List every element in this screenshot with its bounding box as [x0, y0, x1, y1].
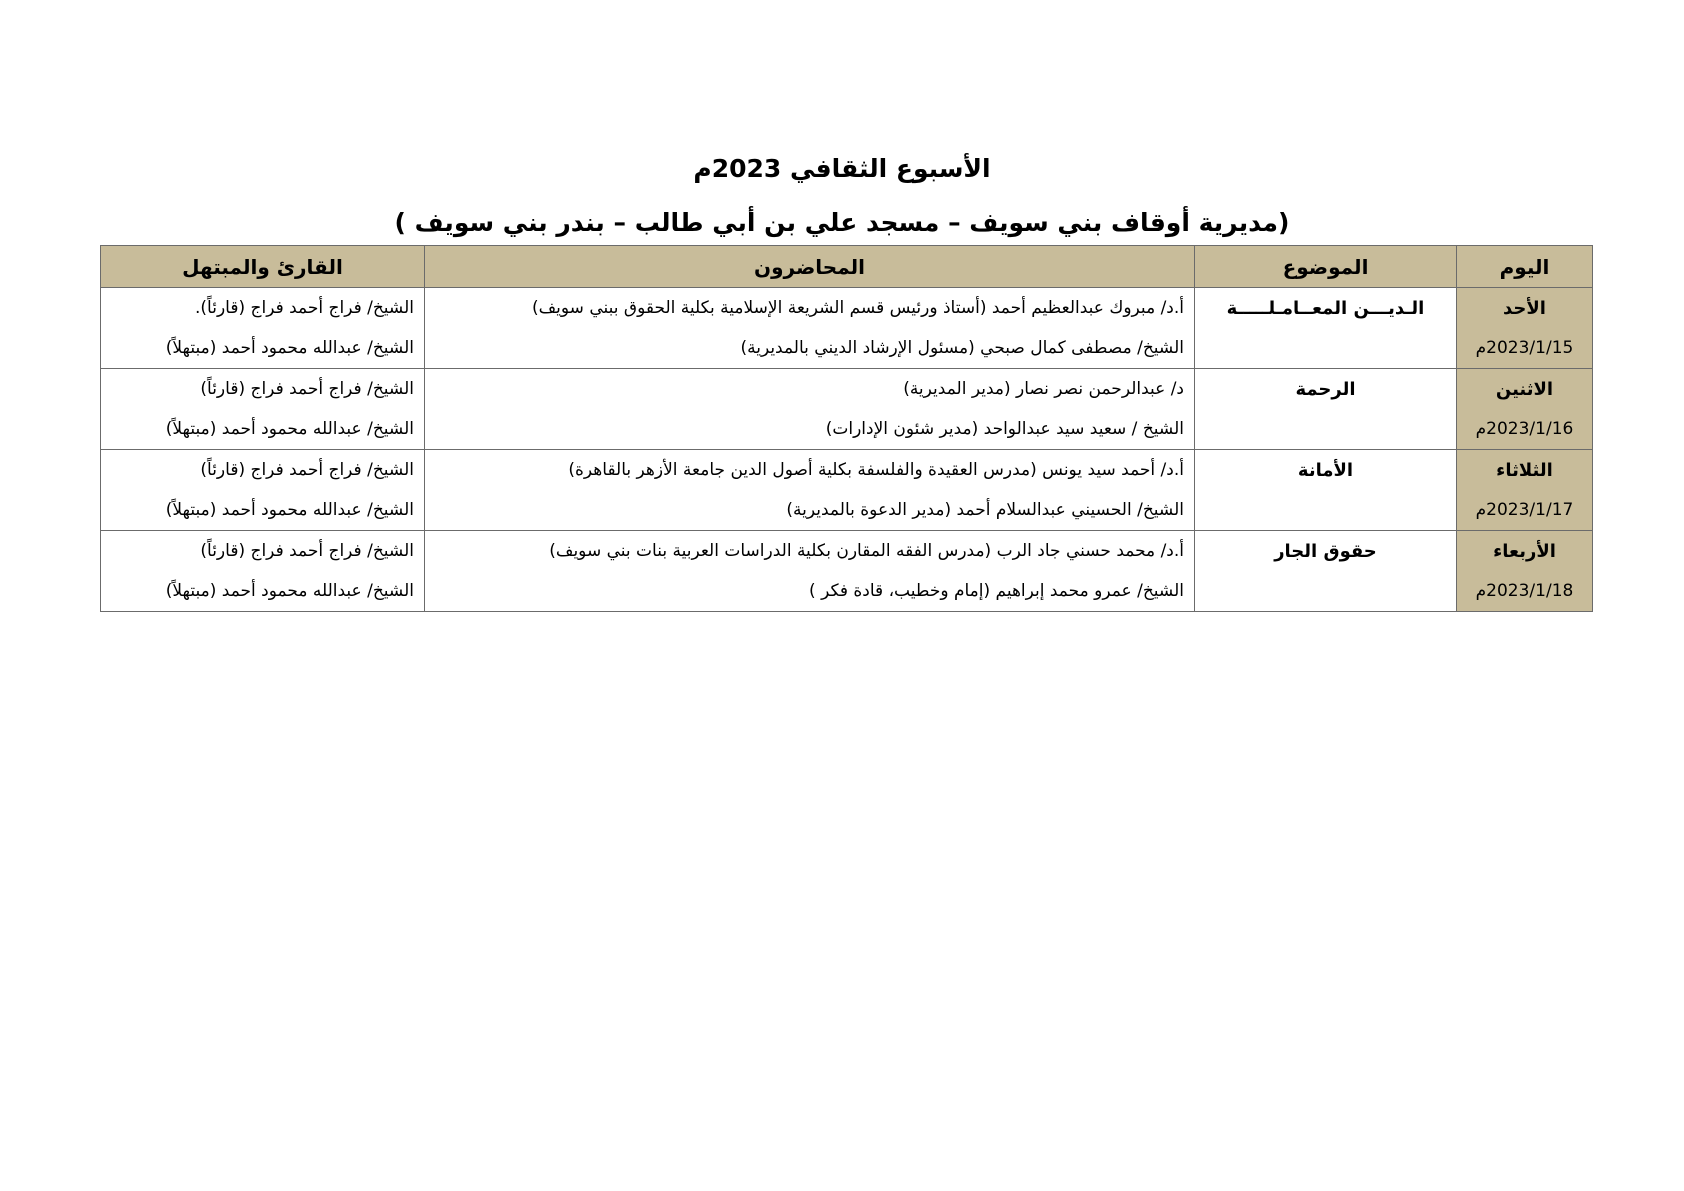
table-row: [101, 409, 1593, 450]
topic-cell: الـديـــن المعــامـلـــــة: [1195, 288, 1457, 329]
topic-cell-empty: [1195, 571, 1457, 612]
table-row: [101, 288, 1593, 329]
reader-cell: الشيخ/ فراج أحمد فراج (قارئاً): [101, 531, 425, 572]
lecturer-cell: الشيخ/ الحسيني عبدالسلام أحمد (مدير الدعوة بالمديرية): [425, 490, 1195, 531]
reader-cell: الشيخ/ فراج أحمد فراج (قارئاً): [101, 369, 425, 410]
table-header-row: [101, 246, 1593, 288]
reader-cell: الشيخ/ عبدالله محمود أحمد (مبتهلاً): [101, 571, 425, 612]
header-lecturers: المحاضرون: [425, 246, 1195, 288]
table-row: [101, 531, 1593, 572]
reader-cell: الشيخ/ فراج أحمد فراج (قارئاً).: [101, 288, 425, 329]
lecturer-cell: الشيخ/ مصطفى كمال صبحي (مسئول الإرشاد الديني بالمديرية): [425, 328, 1195, 369]
lecturer-cell: أ.د/ أحمد سيد يونس (مدرس العقيدة والفلسفة بكلية أصول الدين جامعة الأزهر بالقاهرة): [425, 450, 1195, 491]
reader-cell: الشيخ/ عبدالله محمود أحمد (مبتهلاً): [101, 409, 425, 450]
table-row: [101, 450, 1593, 491]
date-cell: 2023/1/17م: [1457, 490, 1593, 531]
date-cell: 2023/1/16م: [1457, 409, 1593, 450]
topic-cell-empty: [1195, 490, 1457, 531]
table-row: [101, 571, 1593, 612]
topic-cell: الأمانة: [1195, 450, 1457, 491]
reader-cell: الشيخ/ عبدالله محمود أحمد (مبتهلاً): [101, 490, 425, 531]
topic-cell-empty: [1195, 409, 1457, 450]
lecturer-cell: الشيخ/ عمرو محمد إبراهيم (إمام وخطيب، قادة فكر ): [425, 571, 1195, 612]
topic-cell: حقوق الجار: [1195, 531, 1457, 572]
header-topic: الموضوع: [1195, 246, 1457, 288]
date-cell: 2023/1/15م: [1457, 328, 1593, 369]
table-row: [101, 328, 1593, 369]
schedule-table: [100, 245, 1593, 612]
topic-cell: الرحمة: [1195, 369, 1457, 410]
reader-cell: الشيخ/ فراج أحمد فراج (قارئاً): [101, 450, 425, 491]
date-cell: 2023/1/18م: [1457, 571, 1593, 612]
table-row: [101, 490, 1593, 531]
table-row: [101, 369, 1593, 410]
day-cell: الأربعاء: [1457, 531, 1593, 572]
lecturer-cell: د/ عبدالرحمن نصر نصار (مدير المديرية): [425, 369, 1195, 410]
topic-cell-empty: [1195, 328, 1457, 369]
header-day: اليوم: [1457, 246, 1593, 288]
lecturer-cell: أ.د/ محمد حسني جاد الرب (مدرس الفقه المقارن بكلية الدراسات العربية بنات بني سويف): [425, 531, 1195, 572]
reader-cell: الشيخ/ عبدالله محمود أحمد (مبتهلاً): [101, 328, 425, 369]
document-subtitle: (مديرية أوقاف بني سويف – مسجد علي بن أبي طالب – بندر بني سويف ): [394, 208, 1290, 237]
lecturer-cell: أ.د/ مبروك عبدالعظيم أحمد (أستاذ ورئيس قسم الشريعة الإسلامية بكلية الحقوق ببني سويف): [425, 288, 1195, 329]
header-readers: القارئ والمبتهل: [101, 246, 425, 288]
document-title: الأسبوع الثقافي 2023م: [693, 154, 991, 183]
day-cell: الاثنين: [1457, 369, 1593, 410]
lecturer-cell: الشيخ / سعيد سيد عبدالواحد (مدير شئون الإدارات): [425, 409, 1195, 450]
day-cell: الثلاثاء: [1457, 450, 1593, 491]
day-cell: الأحد: [1457, 288, 1593, 329]
